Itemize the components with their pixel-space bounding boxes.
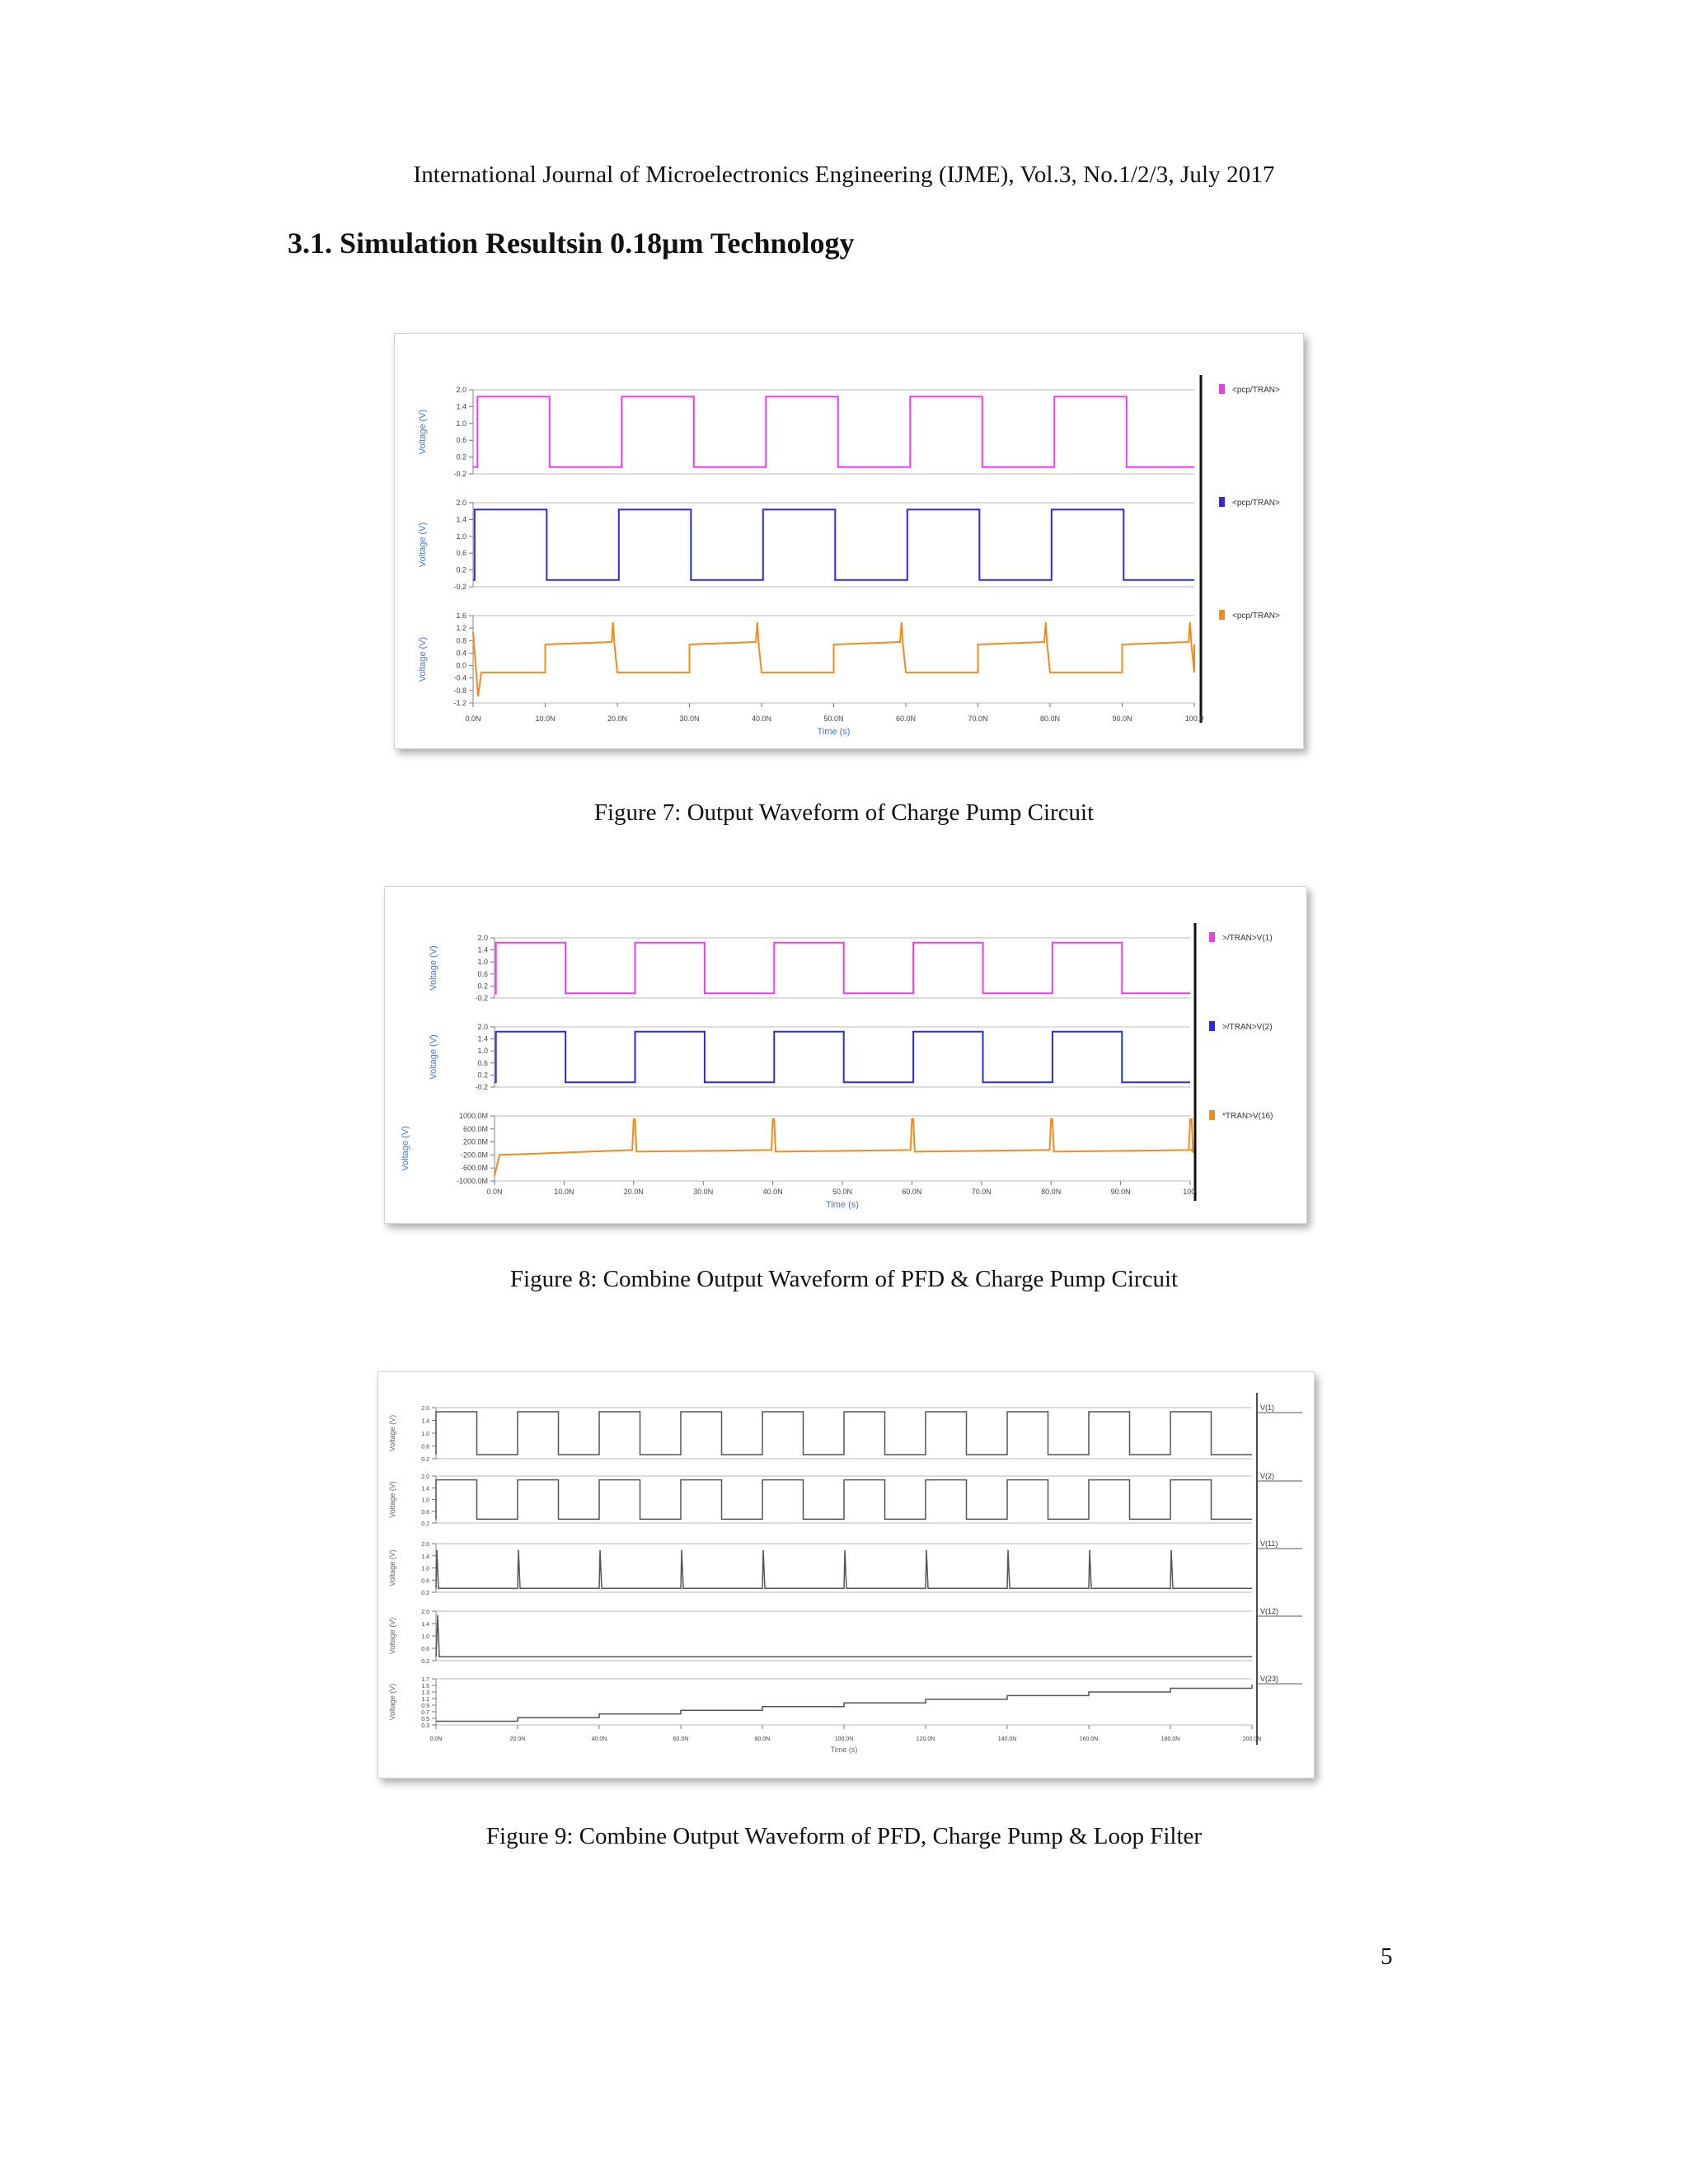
y-tick-label: 1.7	[421, 1677, 429, 1683]
y-tick-label: 2.0	[456, 499, 467, 507]
x-tick-label: 120.0N	[916, 1736, 935, 1742]
y-axis-label: Voltage (V)	[429, 945, 438, 991]
y-axis-label: Voltage (V)	[418, 522, 428, 568]
y-tick-label: 1000.0M	[458, 1112, 488, 1120]
waveform-trace	[495, 1119, 1193, 1176]
y-tick-label: -0.2	[453, 470, 467, 478]
legend-label: V(2)	[1260, 1472, 1275, 1480]
y-tick-label: 2.0	[421, 1406, 429, 1412]
y-tick-label: 0.7	[421, 1710, 429, 1716]
x-tick-label: 70.0N	[971, 1188, 992, 1196]
waveform-trace	[436, 1615, 1252, 1657]
y-tick-label: 0.2	[477, 982, 488, 991]
legend-label: V(23)	[1260, 1675, 1279, 1683]
x-tick-label: 50.0N	[823, 715, 844, 723]
y-tick-label: 0.2	[456, 565, 467, 574]
legend-swatch	[1209, 932, 1215, 942]
y-tick-label: -0.2	[453, 583, 467, 591]
y-tick-label: 0.6	[421, 1509, 429, 1516]
y-tick-label: -200.0M	[460, 1151, 488, 1160]
y-tick-label: 0.5	[421, 1717, 429, 1722]
x-tick-label: 100.0	[1184, 715, 1204, 723]
figure-9-chart	[377, 1371, 1315, 1779]
y-tick-label: 0.6	[421, 1444, 429, 1451]
y-tick-label: 1.0	[456, 419, 467, 428]
x-tick-label: 140.0N	[997, 1736, 1017, 1742]
figure-8-svg	[385, 887, 1306, 1223]
y-tick-label: 1.0	[477, 1047, 488, 1056]
y-tick-label: 0.4	[456, 649, 467, 658]
waveform-trace	[473, 509, 1194, 580]
y-tick-label: 2.0	[477, 934, 488, 942]
x-tick-label: 80.0N	[1041, 1188, 1062, 1196]
x-tick-label: 60.0N	[902, 1188, 922, 1196]
waveform-trace	[473, 622, 1194, 696]
figure-7-chart	[394, 333, 1304, 749]
y-tick-label: 1.4	[421, 1418, 429, 1425]
legend-swatch	[1219, 497, 1225, 507]
y-tick-label: 2.0	[421, 1474, 429, 1480]
y-tick-label: 0.2	[421, 1457, 429, 1463]
x-tick-label: 60.0N	[673, 1736, 689, 1742]
x-tick-label: 30.0N	[679, 715, 700, 723]
y-tick-label: 0.3	[421, 1723, 429, 1729]
y-tick-label: 0.2	[421, 1659, 429, 1665]
y-tick-label: -0.2	[475, 994, 488, 1002]
y-tick-label: 0.6	[477, 969, 488, 978]
x-tick-label: 10.0N	[554, 1188, 574, 1196]
y-axis-label: Voltage (V)	[388, 1549, 396, 1586]
y-tick-label: 1.6	[456, 612, 467, 620]
y-axis-label: Voltage (V)	[418, 636, 428, 682]
x-tick-label: 50.0N	[832, 1188, 853, 1196]
y-tick-label: 200.0M	[462, 1137, 488, 1146]
legend-label: V(1)	[1260, 1404, 1275, 1412]
y-tick-label: 0.2	[421, 1591, 429, 1596]
x-tick-label: 20.0N	[607, 715, 628, 723]
legend-label: <pcp/TRAN>	[1232, 612, 1280, 621]
y-tick-label: 0.6	[456, 436, 467, 445]
y-tick-label: 1.4	[477, 1034, 488, 1043]
x-axis-label: Time (s)	[826, 1200, 859, 1210]
y-tick-label: 0.6	[421, 1578, 429, 1585]
x-tick-label: 40.0N	[762, 1188, 783, 1196]
y-tick-label: 0.2	[477, 1071, 488, 1080]
legend-label: >/TRAN>V(1)	[1222, 934, 1273, 943]
y-axis-label: Voltage (V)	[418, 409, 428, 455]
legend-label: <pcp/TRAN>	[1232, 386, 1280, 395]
y-tick-label: 1.0	[421, 1566, 429, 1572]
y-axis-label: Voltage (V)	[388, 1414, 396, 1452]
page-number: 5	[1381, 1943, 1393, 1970]
waveform-trace	[436, 1412, 1252, 1455]
y-tick-label: 0.2	[456, 452, 467, 462]
y-tick-label: -1.2	[453, 699, 467, 707]
y-tick-label: 1.4	[421, 1622, 429, 1628]
y-tick-label: 2.0	[421, 1542, 429, 1548]
y-axis-label: Voltage (V)	[401, 1126, 410, 1171]
y-tick-label: 1.2	[456, 624, 467, 633]
figure-9-caption: Figure 9: Combine Output Waveform of PFD, Charge Pump & Loop Filter	[485, 1823, 1203, 1849]
y-tick-label: -0.2	[475, 1083, 488, 1091]
x-tick-label: 70.0N	[968, 715, 988, 723]
legend-label: V(12)	[1260, 1607, 1279, 1615]
x-tick-label: 10.0N	[535, 715, 556, 723]
y-tick-label: 0.2	[421, 1521, 429, 1527]
x-tick-label: 80.0N	[754, 1736, 771, 1742]
figure-7-caption: Figure 7: Output Waveform of Charge Pump Circuit	[593, 799, 1095, 826]
y-tick-label: -1000.0M	[456, 1177, 488, 1185]
y-tick-label: -0.4	[453, 673, 467, 682]
y-tick-label: 2.0	[456, 386, 467, 394]
legend-swatch	[1209, 1021, 1215, 1031]
legend-label: *TRAN>V(16)	[1222, 1112, 1273, 1121]
x-tick-label: 40.0N	[751, 715, 772, 723]
x-tick-label: 100.	[1183, 1188, 1198, 1196]
waveform-trace	[495, 1032, 1190, 1082]
y-tick-label: -600.0M	[460, 1164, 488, 1173]
x-axis-label: Time (s)	[817, 727, 851, 737]
y-tick-label: 1.4	[421, 1554, 429, 1560]
waveform-trace	[436, 1550, 1252, 1589]
y-tick-label: 1.5	[421, 1684, 429, 1690]
x-tick-label: 0.0N	[465, 715, 481, 723]
waveform-trace	[473, 396, 1194, 467]
y-axis-label: Voltage (V)	[429, 1034, 438, 1080]
y-tick-label: 600.0M	[462, 1124, 488, 1133]
y-tick-label: 2.0	[421, 1610, 429, 1615]
legend-label: V(11)	[1260, 1540, 1278, 1548]
waveform-trace	[436, 1685, 1252, 1721]
y-tick-label: 1.0	[421, 1432, 429, 1437]
y-tick-label: 0.9	[421, 1704, 429, 1709]
y-tick-label: -0.8	[453, 686, 467, 695]
y-tick-label: 1.4	[477, 945, 488, 954]
x-tick-label: 20.0N	[509, 1736, 526, 1742]
y-tick-label: 1.1	[421, 1697, 429, 1703]
legend-label: <pcp/TRAN>	[1232, 499, 1280, 508]
y-tick-label: 1.4	[456, 515, 467, 524]
y-tick-label: 1.4	[456, 402, 467, 411]
figure-8-chart	[384, 886, 1307, 1224]
x-tick-label: 200.0N	[1242, 1736, 1262, 1742]
y-tick-label: 2.0	[477, 1023, 488, 1031]
x-tick-label: 90.0N	[1110, 1188, 1131, 1196]
figure-9-svg	[378, 1372, 1314, 1778]
y-tick-label: 1.0	[477, 958, 488, 967]
x-tick-label: 30.0N	[693, 1188, 714, 1196]
y-axis-label: Voltage (V)	[388, 1617, 396, 1655]
waveform-trace	[495, 943, 1190, 993]
y-tick-label: 1.0	[421, 1497, 429, 1504]
y-tick-label: 1.0	[421, 1634, 429, 1640]
x-tick-label: 80.0N	[1039, 715, 1061, 723]
x-tick-label: 180.0N	[1160, 1736, 1180, 1742]
running-header: International Journal of Microelectronics Engineering (IJME), Vol.3, No.1/2/3, July 2017	[413, 162, 1275, 188]
figure-8-caption: Figure 8: Combine Output Waveform of PFD & Charge Pump Circuit	[509, 1266, 1179, 1292]
x-tick-label: 90.0N	[1112, 715, 1132, 723]
x-axis-label: Time (s)	[830, 1746, 858, 1754]
y-tick-label: 1.0	[456, 532, 467, 541]
legend-swatch	[1209, 1110, 1215, 1120]
y-tick-label: 0.6	[421, 1647, 429, 1652]
x-tick-label: 0.0N	[486, 1188, 503, 1196]
x-tick-label: 60.0N	[895, 715, 917, 723]
y-tick-label: 1.3	[421, 1690, 429, 1696]
y-tick-label: 1.4	[421, 1486, 429, 1493]
section-title: 3.1. Simulation Resultsin 0.18μm Technology	[288, 227, 855, 260]
x-tick-label: 0.0N	[429, 1736, 443, 1742]
x-tick-label: 100.0N	[834, 1736, 854, 1742]
x-tick-label: 40.0N	[591, 1736, 607, 1742]
waveform-trace	[436, 1480, 1252, 1520]
x-tick-label: 160.0N	[1079, 1736, 1099, 1742]
y-tick-label: 0.0	[456, 661, 467, 670]
y-tick-label: 0.6	[477, 1058, 488, 1067]
legend-label: >/TRAN>V(2)	[1222, 1023, 1273, 1032]
y-tick-label: 0.6	[456, 549, 467, 558]
y-axis-label: Voltage (V)	[388, 1683, 396, 1721]
legend-swatch	[1219, 384, 1225, 394]
y-axis-label: Voltage (V)	[388, 1481, 396, 1518]
y-tick-label: 0.8	[456, 636, 467, 645]
x-tick-label: 20.0N	[623, 1188, 644, 1196]
legend-swatch	[1219, 610, 1225, 620]
figure-7-svg	[395, 334, 1303, 748]
